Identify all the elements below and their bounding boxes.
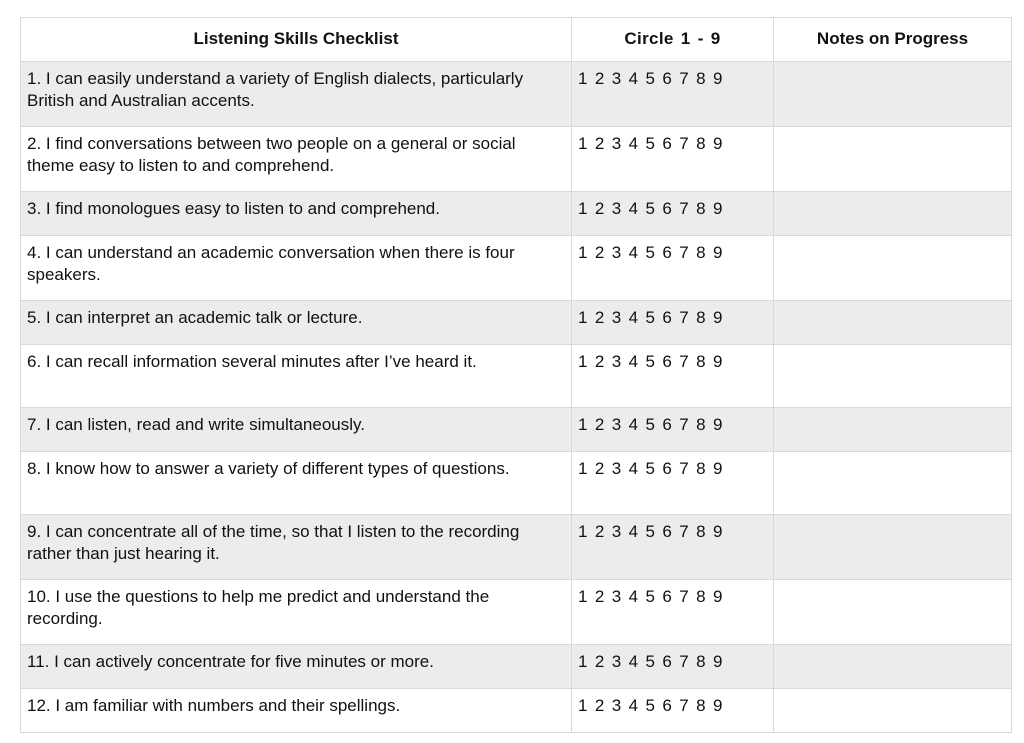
notes-cell[interactable] xyxy=(774,645,1012,688)
rating-scale[interactable]: 1 2 3 4 5 6 7 8 9 xyxy=(572,127,774,191)
table-row xyxy=(21,127,1012,192)
notes-cell[interactable] xyxy=(774,452,1012,514)
rating-scale[interactable]: 1 2 3 4 5 6 7 8 9 xyxy=(572,515,774,579)
table-row xyxy=(21,62,1012,127)
statement-cell: 12. I am familiar with numbers and their spellings. xyxy=(21,689,572,732)
statement-cell: 9. I can concentrate all of the time, so that I listen to the recording rather than just hearing it. xyxy=(21,515,572,579)
header-statement: Listening Skills Checklist xyxy=(21,18,572,61)
statement-cell: 10. I use the questions to help me predict and understand the recording. xyxy=(21,580,572,644)
notes-cell[interactable] xyxy=(774,580,1012,644)
notes-cell[interactable] xyxy=(774,301,1012,344)
table-row xyxy=(21,345,1012,408)
statement-cell: 6. I can recall information several minutes after I’ve heard it. xyxy=(21,345,572,407)
listening-skills-table xyxy=(20,17,1012,733)
rating-scale[interactable]: 1 2 3 4 5 6 7 8 9 xyxy=(572,645,774,688)
table-row xyxy=(21,408,1012,452)
statement-cell: 1. I can easily understand a variety of English dialects, particularly British and Australian accents. xyxy=(21,62,572,126)
statement-cell: 5. I can interpret an academic talk or lecture. xyxy=(21,301,572,344)
rating-scale[interactable]: 1 2 3 4 5 6 7 8 9 xyxy=(572,192,774,235)
header-notes: Notes on Progress xyxy=(774,18,1012,61)
table-header-row xyxy=(21,18,1012,62)
table-row xyxy=(21,515,1012,580)
statement-cell: 3. I find monologues easy to listen to and comprehend. xyxy=(21,192,572,235)
rating-scale[interactable]: 1 2 3 4 5 6 7 8 9 xyxy=(572,345,774,407)
statement-cell: 4. I can understand an academic conversation when there is four speakers. xyxy=(21,236,572,300)
rating-scale[interactable]: 1 2 3 4 5 6 7 8 9 xyxy=(572,62,774,126)
statement-cell: 2. I find conversations between two people on a general or social theme easy to listen to and comprehend. xyxy=(21,127,572,191)
rating-scale[interactable]: 1 2 3 4 5 6 7 8 9 xyxy=(572,452,774,514)
table-row xyxy=(21,645,1012,689)
rating-scale[interactable]: 1 2 3 4 5 6 7 8 9 xyxy=(572,408,774,451)
table-row xyxy=(21,301,1012,345)
statement-cell: 8. I know how to answer a variety of different types of questions. xyxy=(21,452,572,514)
notes-cell[interactable] xyxy=(774,236,1012,300)
table-row xyxy=(21,236,1012,301)
rating-scale[interactable]: 1 2 3 4 5 6 7 8 9 xyxy=(572,301,774,344)
notes-cell[interactable] xyxy=(774,689,1012,732)
table-row xyxy=(21,192,1012,236)
table-row xyxy=(21,580,1012,645)
rating-scale[interactable]: 1 2 3 4 5 6 7 8 9 xyxy=(572,580,774,644)
notes-cell[interactable] xyxy=(774,127,1012,191)
notes-cell[interactable] xyxy=(774,62,1012,126)
header-rating: Circle 1 - 9 xyxy=(572,18,774,61)
table-row xyxy=(21,689,1012,733)
notes-cell[interactable] xyxy=(774,515,1012,579)
table-row xyxy=(21,452,1012,515)
statement-cell: 11. I can actively concentrate for five minutes or more. xyxy=(21,645,572,688)
notes-cell[interactable] xyxy=(774,345,1012,407)
rating-scale[interactable]: 1 2 3 4 5 6 7 8 9 xyxy=(572,689,774,732)
rating-scale[interactable]: 1 2 3 4 5 6 7 8 9 xyxy=(572,236,774,300)
notes-cell[interactable] xyxy=(774,192,1012,235)
notes-cell[interactable] xyxy=(774,408,1012,451)
statement-cell: 7. I can listen, read and write simultaneously. xyxy=(21,408,572,451)
